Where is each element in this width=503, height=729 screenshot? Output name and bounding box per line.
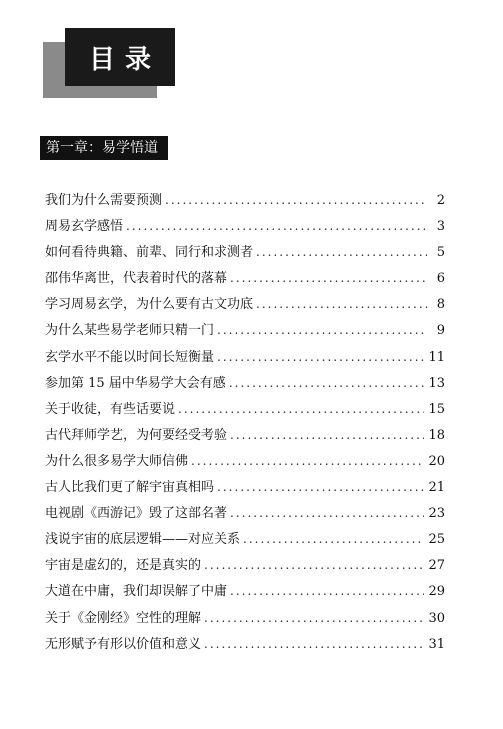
toc-entry-title: 宇宙是虚幻的，还是真实的 [45, 558, 202, 574]
toc-leader-dots [178, 396, 424, 422]
toc-entry[interactable] [45, 631, 445, 657]
page-title [65, 28, 175, 86]
toc-entry-title: 我们为什么需要预测 [45, 193, 163, 208]
toc-leader-dots [204, 605, 424, 631]
toc-entry[interactable] [45, 291, 445, 317]
toc-leader-dots [204, 552, 424, 578]
toc-entry-page: 25 [428, 532, 445, 548]
toc-entry-title: 大道在中庸，我们却误解了中庸 [45, 584, 228, 600]
toc-entry[interactable] [45, 422, 445, 448]
toc-entry-title: 浅说宇宙的底层逻辑——对应关系 [45, 532, 241, 548]
toc-entry-page: 3 [436, 219, 445, 235]
toc-entry-page: 5 [436, 245, 445, 261]
toc-entry-page: 21 [428, 480, 445, 496]
toc-leader-dots [230, 422, 424, 448]
toc-leader-dots [165, 187, 427, 213]
toc-leader-dots [229, 370, 425, 396]
toc-entry-page: 29 [428, 584, 445, 600]
toc-entry-title: 邵伟华离世，代表着时代的落幕 [45, 271, 228, 287]
toc-entry-title: 玄学水平不能以时间长短衡量 [45, 349, 215, 365]
toc-entry-title: 无形赋予有形以价值和意义 [45, 636, 202, 652]
toc-entry-page: 27 [428, 558, 445, 574]
toc-entry[interactable] [45, 578, 445, 604]
toc-entry-title: 学习周易玄学，为什么要有古文功底 [45, 297, 254, 313]
toc-entry-page: 18 [428, 427, 445, 443]
page-title-text: 目录 [88, 44, 161, 75]
toc-entry-title: 为什么很多易学大师信佛 [45, 453, 189, 469]
toc-leader-dots [230, 578, 424, 604]
toc-entry[interactable] [45, 448, 445, 474]
toc-entry-title: 如何看待典籍、前辈、同行和求测者 [45, 245, 254, 261]
toc-leader-dots [256, 239, 427, 265]
toc-entry-title: 参加第 15 届中华易学大会有感 [45, 375, 226, 391]
toc-entry-title: 关于收徒，有些话要说 [45, 401, 176, 417]
toc-leader-dots [230, 265, 427, 291]
toc-entry[interactable] [45, 552, 445, 578]
toc-entry[interactable] [45, 605, 445, 631]
toc-leader-dots [243, 526, 424, 552]
toc-entry[interactable] [45, 396, 445, 422]
toc-entry-page: 31 [428, 636, 445, 652]
toc-entry-title: 为什么某些易学老师只精一门 [45, 323, 215, 339]
toc-leader-dots [217, 344, 424, 370]
toc-entry-title: 周易玄学感悟 [45, 219, 124, 235]
toc-list [45, 187, 445, 657]
toc-entry-page: 15 [428, 401, 445, 417]
toc-entry[interactable] [45, 187, 445, 213]
toc-entry-page: 11 [428, 349, 445, 365]
toc-entry-page: 8 [436, 297, 445, 313]
toc-leader-dots [191, 448, 424, 474]
toc-entry-title: 古代拜师学艺，为何要经受考验 [45, 427, 228, 443]
toc-entry-page: 20 [428, 453, 445, 469]
toc-entry-page: 9 [436, 323, 445, 339]
toc-leader-dots [126, 213, 427, 239]
toc-leader-dots [204, 631, 424, 657]
toc-leader-dots [230, 500, 424, 526]
toc-entry-title: 电视剧《西游记》毁了这部名著 [45, 506, 228, 522]
toc-entry-title: 古人比我们更了解宇宙真相吗 [45, 480, 215, 496]
toc-entry[interactable] [45, 344, 445, 370]
toc-entry[interactable] [45, 526, 445, 552]
toc-entry-page: 30 [428, 610, 445, 626]
toc-leader-dots [217, 474, 424, 500]
toc-entry-page: 6 [436, 271, 445, 287]
toc-entry-page: 2 [436, 193, 445, 208]
title-block [43, 28, 175, 98]
toc-entry[interactable] [45, 213, 445, 239]
toc-entry-page: 13 [428, 375, 445, 391]
toc-entry[interactable] [45, 265, 445, 291]
chapter-heading: 第一章：易学悟道 [40, 136, 168, 160]
toc-entry-title: 关于《金刚经》空性的理解 [45, 610, 202, 626]
toc-leader-dots [217, 317, 427, 343]
toc-entry[interactable] [45, 474, 445, 500]
toc-entry-page: 23 [428, 506, 445, 522]
toc-entry[interactable] [45, 239, 445, 265]
toc-entry[interactable] [45, 370, 445, 396]
toc-entry[interactable] [45, 500, 445, 526]
toc-leader-dots [256, 291, 427, 317]
toc-entry[interactable] [45, 317, 445, 343]
